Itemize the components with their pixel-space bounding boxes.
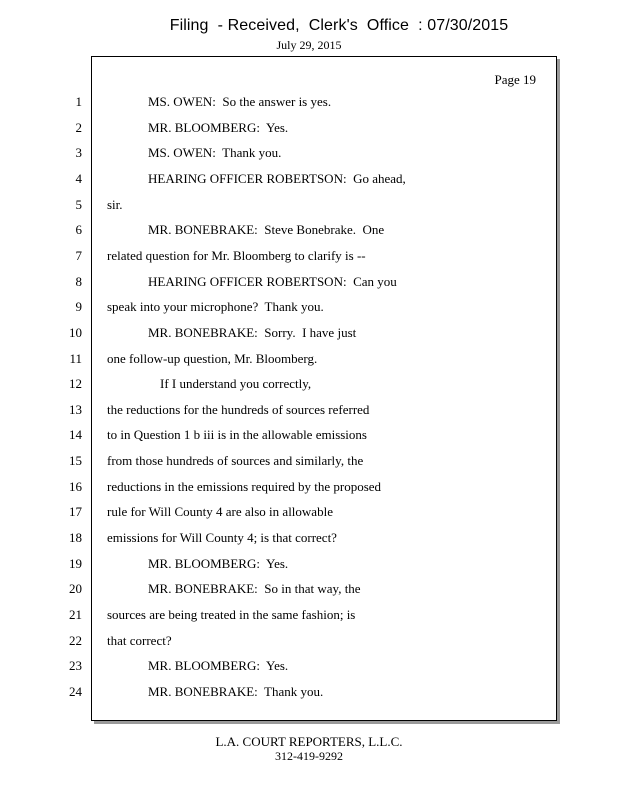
line-number: 22 xyxy=(69,632,82,648)
line-number: 2 xyxy=(75,119,82,135)
line-text: MR. BLOOMBERG: Yes. xyxy=(148,658,289,674)
line-text: HEARING OFFICER ROBERTSON: Can you xyxy=(148,273,397,289)
hearing-date: July 29, 2015 xyxy=(276,38,342,52)
transcript-line xyxy=(0,579,618,599)
transcript-line xyxy=(0,323,618,343)
line-number: 13 xyxy=(69,401,82,417)
line-number: 9 xyxy=(75,299,82,315)
line-number: 3 xyxy=(75,145,82,161)
line-number: 23 xyxy=(69,658,82,674)
line-number: 15 xyxy=(69,453,82,469)
line-text: MR. BLOOMBERG: Yes. xyxy=(148,119,289,135)
line-number: 12 xyxy=(69,376,82,392)
transcript-line xyxy=(0,554,618,574)
line-text: MR. BONEBRAKE: Steve Bonebrake. One xyxy=(148,222,385,238)
line-text: to in Question 1 b iii is in the allowable emissions xyxy=(107,427,367,443)
transcript-line xyxy=(0,425,618,445)
transcript-line xyxy=(0,656,618,676)
transcript-line xyxy=(0,528,618,548)
line-number: 1 xyxy=(75,94,82,109)
line-text: If I understand you correctly, xyxy=(160,376,312,392)
line-text: that correct? xyxy=(107,632,172,648)
line-number: 16 xyxy=(69,478,82,494)
line-text: from those hundreds of sources and similarly, the xyxy=(107,453,364,469)
line-number: 14 xyxy=(69,427,82,443)
line-number: 11 xyxy=(69,350,82,366)
line-number: 10 xyxy=(69,324,82,340)
line-number: 8 xyxy=(75,273,82,289)
line-text: sir. xyxy=(107,196,123,212)
transcript-line xyxy=(0,631,618,651)
footer-company: L.A. COURT REPORTERS, L.L.C. xyxy=(215,734,403,749)
line-text: MR. BONEBRAKE: Sorry. I have just xyxy=(148,324,357,340)
transcript-line xyxy=(0,195,618,215)
line-text: MS. OWEN: So the answer is yes. xyxy=(148,94,332,109)
filing-stamp: Filing - Received, Clerk's Office : 07/30/2015 xyxy=(169,17,509,34)
transcript-line xyxy=(0,92,618,112)
line-number: 5 xyxy=(75,196,82,212)
transcript-line xyxy=(0,502,618,522)
transcript-line xyxy=(0,297,618,317)
line-text: emissions for Will County 4; is that correct? xyxy=(107,530,337,546)
line-number: 21 xyxy=(69,607,82,622)
transcript-line xyxy=(0,400,618,420)
transcript-line xyxy=(0,143,618,163)
line-text: reductions in the emissions required by the proposed xyxy=(107,478,382,494)
page-number: Page 19 xyxy=(494,72,536,87)
line-text: HEARING OFFICER ROBERTSON: Go ahead, xyxy=(148,170,406,186)
line-number: 17 xyxy=(69,504,82,520)
line-text: the reductions for the hundreds of sources referred xyxy=(107,401,370,417)
line-text: speak into your microphone? Thank you. xyxy=(107,299,324,315)
transcript-line xyxy=(0,246,618,266)
line-number: 18 xyxy=(69,530,82,546)
line-number: 24 xyxy=(69,683,82,699)
transcript-line xyxy=(0,682,618,702)
line-number: 20 xyxy=(69,581,82,597)
transcript-line xyxy=(0,605,618,625)
line-text: related question for Mr. Bloomberg to clarify is -- xyxy=(107,247,366,263)
transcript-line xyxy=(0,118,618,138)
line-text: rule for Will County 4 are also in allowable xyxy=(107,504,333,520)
transcript-line xyxy=(0,220,618,240)
transcript-line xyxy=(0,451,618,471)
transcript-line xyxy=(0,374,618,394)
line-text: MS. OWEN: Thank you. xyxy=(148,145,282,161)
transcript-line xyxy=(0,272,618,292)
transcript-line xyxy=(0,349,618,369)
line-number: 19 xyxy=(69,555,82,571)
transcript-line xyxy=(0,169,618,189)
footer-phone: 312-419-9292 xyxy=(275,749,343,763)
line-text: MR. BONEBRAKE: So in that way, the xyxy=(148,581,361,597)
line-text: sources are being treated in the same fashion; is xyxy=(107,607,356,622)
transcript-line xyxy=(0,477,618,497)
line-text: MR. BLOOMBERG: Yes. xyxy=(148,555,289,571)
line-number: 6 xyxy=(75,222,82,238)
line-number: 7 xyxy=(75,247,82,263)
line-text: MR. BONEBRAKE: Thank you. xyxy=(148,683,324,699)
line-text: one follow-up question, Mr. Bloomberg. xyxy=(107,350,318,366)
line-number: 4 xyxy=(75,170,82,186)
